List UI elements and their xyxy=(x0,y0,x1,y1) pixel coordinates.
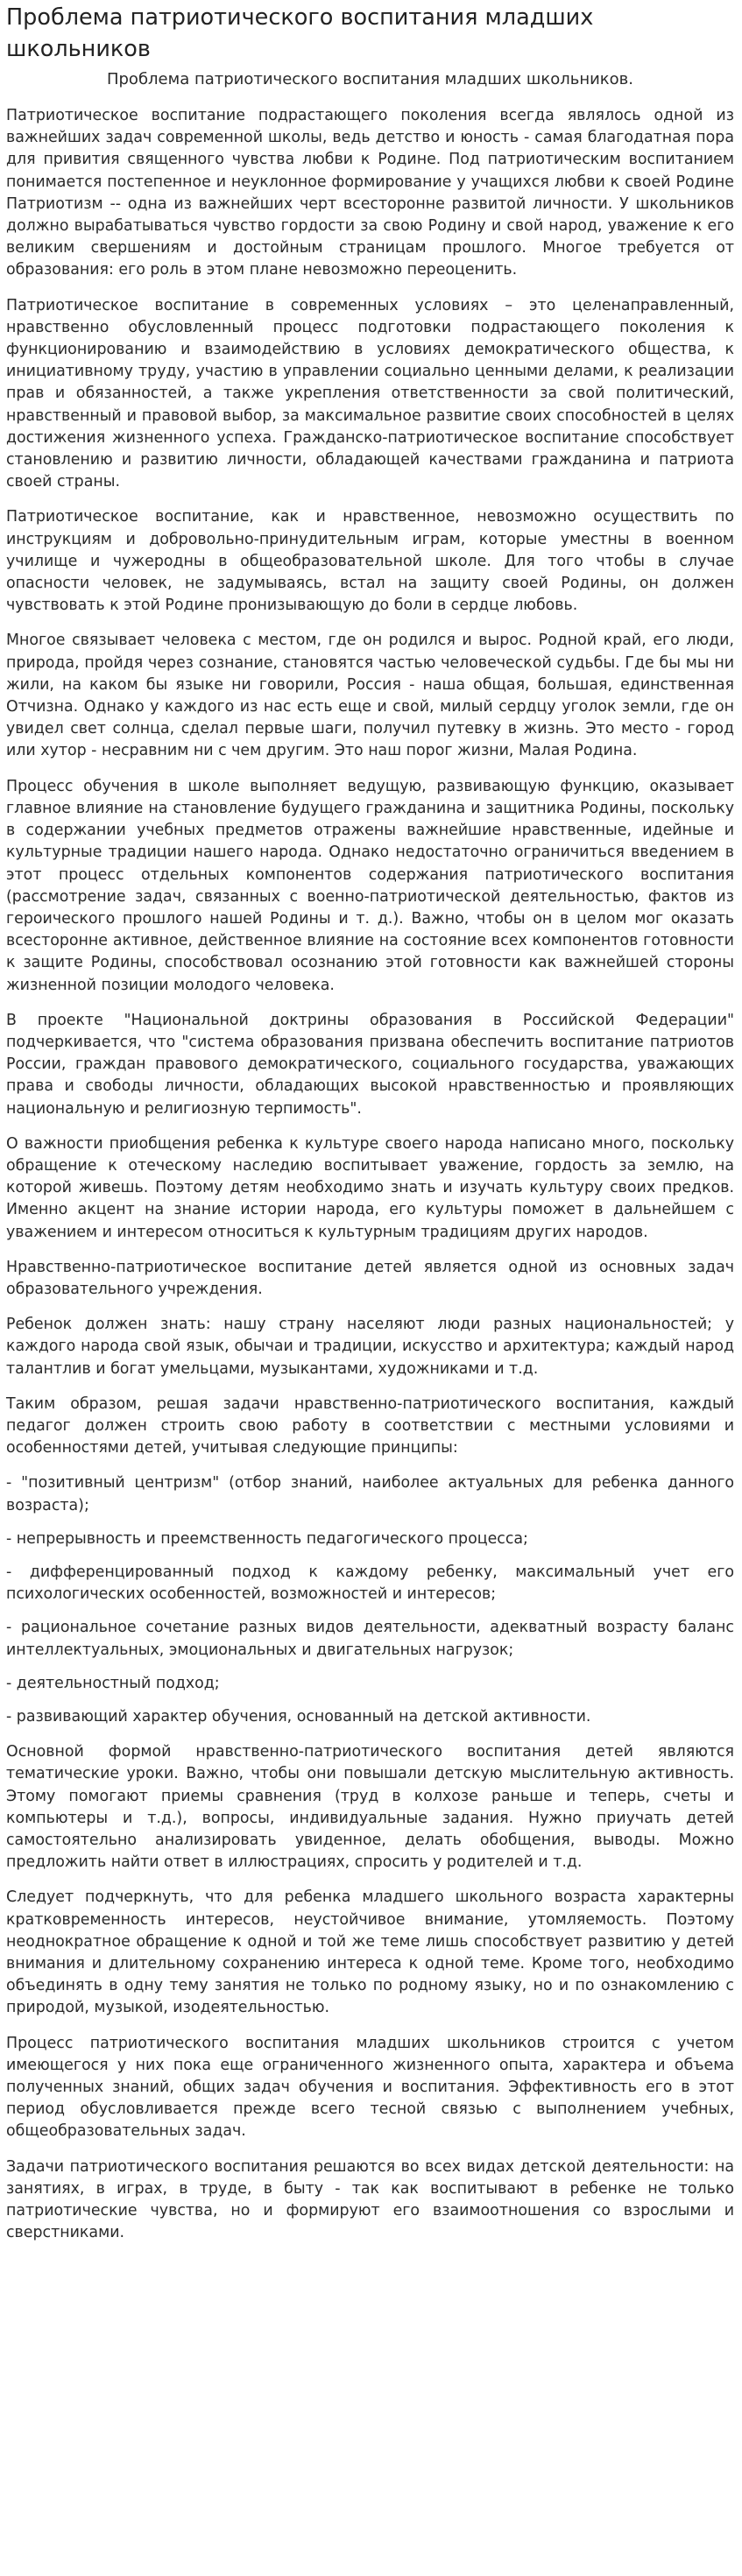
paragraph-child-knowledge: Ребенок должен знать: нашу страну населяют люди разных национальностей; у каждого народа свой язык, обычаи и традиции, искусство и архитектура; каждый народ талантлив и богат умельцами, музыкантами, художниками и т.д. xyxy=(6,1316,734,1378)
list-item-differentiated-approach: - дифференцированный подход к каждому ребенку, максимальный учет его психологических особенностей, возможностей и интересов; xyxy=(6,1563,734,1604)
list-item-positive-centrism: - "позитивный центризм" (отбор знаний, наиболее актуальных для ребенка данного возраста); xyxy=(6,1474,734,1514)
paragraph-thematic-lessons: Основной формой нравственно-патриотического воспитания детей являются тематические уроки. Важно, чтобы они повышали детскую мыслительную активность. Этому помогают приемы сравнения (труд в колхозе раньше и теперь, счеты и компьютеры и т.д.), вопросы, индивидуальные задания. Нужно приучать детей самостоятельно анализировать увиденное, делать обобщения, выводы. Можно предложить найти ответ в иллюстрациях, спросить у родителей и т.д. xyxy=(6,1743,734,1872)
paragraph-process-structure: Процесс патриотического воспитания младших школьников строится с учетом имеющегося у них пока еще ограниченного жизненного опыта, характера и объема полученных знаний, общих задач обучения и воспитания. Эффективность его в этот период обусловливается прежде всего тесной связью с выполнением учебных, общеобразовательных задач. xyxy=(6,2034,734,2141)
list-item-continuity: - непрерывность и преемственность педагогического процесса; xyxy=(6,1529,528,1548)
paragraph-main-task: Нравственно-патриотическое воспитание детей является одной из основных задач образовательного учреждения. xyxy=(6,1258,734,1298)
article-subtitle: Проблема патриотического воспитания младших школьников. xyxy=(106,70,634,88)
paragraph-modern-conditions: Патриотическое воспитание в современных условиях – это целенаправленный, нравственно обусловленный процесс подготовки подрастающего поколения к функционированию и взаимодействию в условиях демократического общества, к инициативному труду, участию в управлении социально ценными делами, к реализации прав и обязанностей, а также укрепления ответственности за свой политический, нравственный и правовой выбор, за максимальное развитие своих способностей в целях достижения жизненного успеха. Гражданско-патриотическое воспитание способствует становлению и развитию личности, обладающей качествами гражданина и патриота своей страны. xyxy=(6,296,734,491)
paragraph-tasks-all-activities: Задачи патриотического воспитания решаются во всех видах детской деятельности: на занятиях, в играх, в труде, в быту - так как воспитывают в ребенке не только патриотические чувства, но и формируют его взаимоотношения со взрослыми и сверстниками. xyxy=(6,2157,734,2242)
paragraph-principles-intro: Таким образом, решая задачи нравственно-патриотического воспитания, каждый педагог должен строить свою работу в соответствии с местными условиями и особенностями детей, учитывая следующие принципы: xyxy=(6,1394,734,1457)
list-item-activity-approach: - деятельностный подход; xyxy=(6,1674,220,1692)
page-title: Проблема патриотического воспитания младших школьников xyxy=(6,4,594,62)
paragraph-instructions: Патриотическое воспитание, как и нравственное, невозможно осуществить по инструкциям и добровольно-принудительным играм, которые уместны в военном училище и чужеродны в общеобразовательной школе. Для того чтобы в случае опасности человек, не задумываясь, встал на защиту своей Родины, он должен чувствовать к этой Родине пронизывающую до боли в сердце любовь. xyxy=(6,508,734,615)
paragraph-national-doctrine: В проекте "Национальной доктрины образования в Российской Федерации" подчеркивается, что "система образования призвана обеспечить воспитание патриотов России, граждан правового демократического, социального государства, уважающих права и свободы личности, обладающих высокой нравственностью и проявляющих национальную и религиозную терпимость". xyxy=(6,1011,734,1118)
paragraph-small-homeland: Многое связывает человека с местом, где он родился и вырос. Родной край, его люди, природа, пройдя через сознание, становятся частью человеческой судьбы. Где бы мы ни жили, на каком бы языке ни говорили, Россия - наша общая, большая, единственная Отчизна. Однако у каждого из нас есть еще и свой, милый сердцу уголок земли, где он увидел свет солнца, сделал первые шаги, получил путевку в жизнь. Это место - город или хутор - несравним ни с чем другим. Это наш порог жизни, Малая Родина. xyxy=(6,632,734,760)
list-item-developing-character: - развивающий характер обучения, основанный на детской активности. xyxy=(6,1708,591,1726)
paragraph-learning-process: Процесс обучения в школе выполняет ведущую, развивающую функцию, оказывает главное влияние на становление будущего гражданина и защитника Родины, поскольку в содержании учебных предметов отражены важнейшие нравственные, идейные и культурные традиции нашего народа. Однако недостаточно ограничиться введением в этот процесс отдельных компонентов содержания патриотического воспитания (рассмотрение задач, связанных с военно-патриотической деятельностью, фактов из героического прошлого нашей Родины и т. д.). Важно, чтобы он в целом мог оказать всесторонне активное, действенное влияние на состояние всех компонентов готовности к защите Родины, способствовал осознанию этой готовности как важнейшей стороны жизненной позиции молодого человека. xyxy=(6,777,734,994)
list-item-rational-combination: - рациональное сочетание разных видов деятельности, адекватный возрасту баланс интеллектуальных, эмоциональных и двигательных нагрузок; xyxy=(6,1619,734,1659)
paragraph-intro: Патриотическое воспитание подрастающего поколения всегда являлось одной из важнейших задач современной школы, ведь детство и юность - самая благодатная пора для привития священного чувства любви к Родине. Под патриотическим воспитанием понимается постепенное и неуклонное формирование у учащихся любви к своей Родине Патриотизм -- одна из важнейших черт всесторонне развитой личности. У школьников должно вырабатываться чувство гордости за свою Родину и свой народ, уважение к его великим свершениям и достойным страницам прошлого. Многое требуется от образования: его роль в этом плане невозможно переоценить. xyxy=(6,107,734,279)
paragraph-culture: О важности приобщения ребенка к культуре своего народа написано много, поскольку обращение к отеческому наследию воспитывает уважение, гордость за землю, на которой живешь. Поэтому детям необходимо знать и изучать культуру своих предков. Именно акцент на знание истории народа, его культуры поможет в дальнейшем с уважением и интересом относиться к культурным традициям других народов. xyxy=(6,1134,734,1241)
paragraph-attention-span: Следует подчеркнуть, что для ребенка младшего школьного возраста характерны кратковременность интересов, неустойчивое внимание, утомляемость. Поэтому неоднократное обращение к одной и той же теме лишь способствует развитию у детей внимания и длительному сохранению интереса к одной теме. Кроме того, необходимо объединять в одну тему занятия не только по родному языку, но и по ознакомлению с природой, музыкой, изодеятельностью. xyxy=(6,1888,734,2017)
